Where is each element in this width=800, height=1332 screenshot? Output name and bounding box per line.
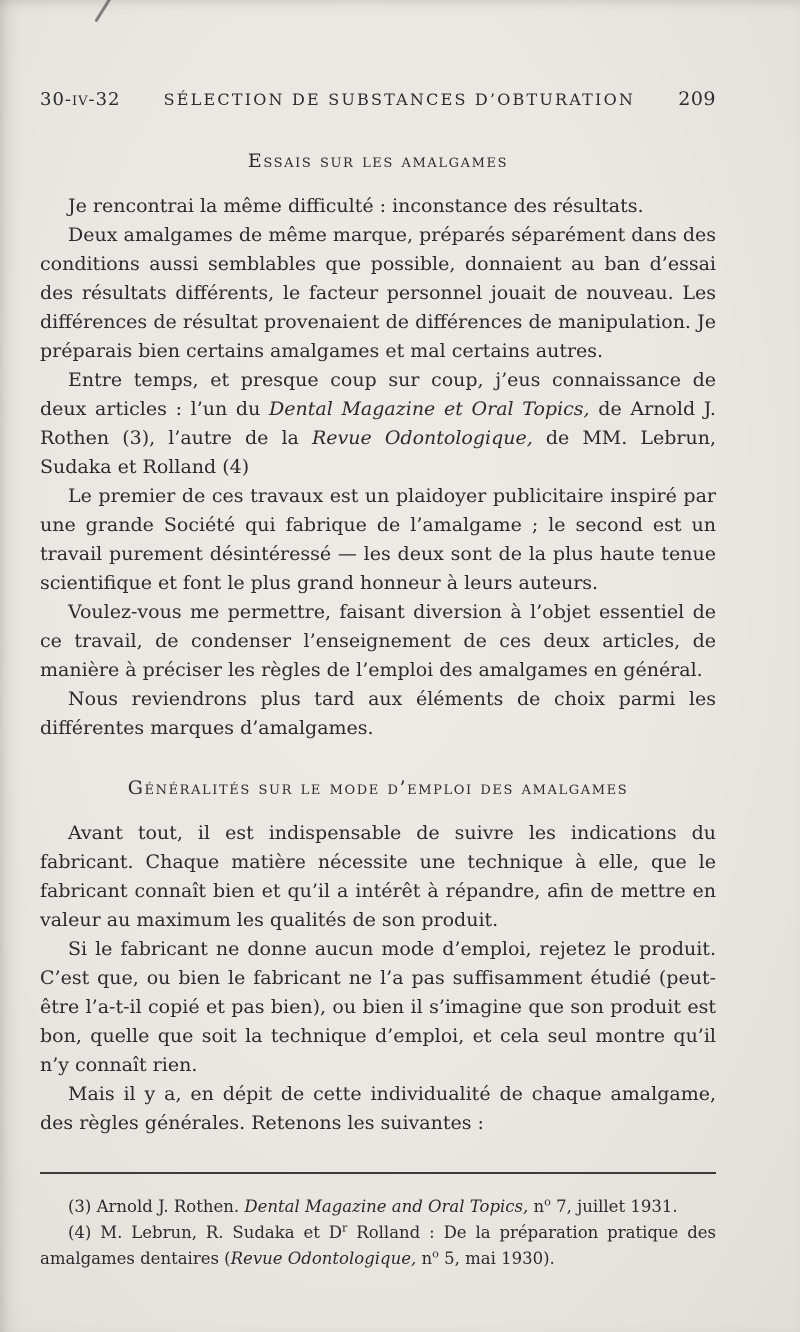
journal-title-revue-odontologique: Revue Odontologique, [230, 1249, 417, 1268]
paragraph-difficulte: Je rencontrai la même difficulté : inconstance des résultats. [68, 195, 644, 217]
footnote-3 [40, 1194, 716, 1220]
paragraph-nous-reviendrons: Nous reviendrons plus tard aux éléments de choix parmi les différentes marques d’amalgames. [40, 688, 716, 739]
paragraph-mais-il-y-a: Mais il y a, en dépit de cette individualité de chaque amalgame, des règles générales. Retenons les suivantes : [40, 1083, 716, 1134]
paragraph-si-le-fabricant: Si le fabricant ne donne aucun mode d’emploi, rejetez le produit. C’est que, ou bien le fabricant ne l’a pas suffisamment étudié (peut-être l’a-t-il copié et pas bien), ou bien il s’imagine que son produit est bon, quelle que soit la technique d’emploi, et cela seul montre qu’il n’y connaît rien. [40, 938, 716, 1076]
journal-title-dental-magazine: Dental Magazine and Oral Topics, [244, 1197, 529, 1216]
journal-title-revue-odontologique: Revue Odontologique, [311, 427, 533, 449]
text-segment: Rolland : De la préparation pratique des amalgames dentaires ( [40, 1223, 717, 1268]
footnote-4 [40, 1220, 716, 1272]
section-heading-essais: Essais sur les amalgames [247, 150, 509, 172]
text-segment: Entre temps, et presque coup sur coup, j’eus connaissance de deux articles : l’un du [40, 369, 716, 420]
text-segment: 7, juillet 1931. [550, 1197, 678, 1216]
text-segment: de MM. Lebrun, Sudaka et Rolland (4) [40, 427, 717, 478]
doctor-superscript: r [342, 1221, 348, 1235]
paragraph-premier-travaux: Le premier de ces travaux est un plaidoyer publicitaire inspiré par une grande Société qui fabrique de l’amalgame ; le second est un travail purement désintéressé — les deux sont de la plus haute tenue scientifique et font le plus grand honneur à leurs auteurs. [40, 485, 716, 594]
header-date-code: 30-iv-32 [40, 89, 121, 110]
paragraph-articles [40, 366, 716, 482]
section-heading-generalites: Généralités sur le mode d’emploi des amalgames [127, 777, 629, 799]
body-text-block-2 [40, 819, 716, 1138]
header-chapter-title: SÉLECTION DE SUBSTANCES D’OBTURATION [163, 90, 636, 109]
text-segment: (4) M. Lebrun, R. Sudaka et D [68, 1223, 343, 1242]
text-segment: (3) Arnold J. Rothen. [68, 1197, 245, 1216]
footnote-separator-rule [40, 1172, 716, 1174]
paragraph-deux-amalgames: Deux amalgames de même marque, préparés séparément dans des conditions aussi semblables que possible, donnaient au ban d’essai des résultats différents, le facteur personnel jouait de nouveau. Les différences de résultat provenaient de différences de manipulation. Je préparais bien certains amalgames et mal certains autres. [40, 224, 716, 362]
ordinal-superscript: o [432, 1247, 439, 1261]
text-segment: n [416, 1249, 433, 1268]
text-segment: de Arnold J. Rothen (3), l’autre de la [40, 398, 716, 449]
journal-title-dental-magazine: Dental Magazine et Oral Topics, [269, 398, 590, 420]
footnotes-block [40, 1194, 716, 1272]
scan-artifact [94, 0, 112, 23]
paragraph-voulez-vous: Voulez-vous me permettre, faisant diversion à l’objet essentiel de ce travail, de condenser l’enseignement de ces deux articles, de manière à préciser les règles de l’emploi des amalgames en général. [40, 601, 716, 681]
text-segment: 5, mai 1930). [438, 1249, 555, 1268]
ordinal-superscript: o [544, 1195, 551, 1209]
text-segment: n [528, 1197, 545, 1216]
body-text-block [40, 192, 716, 743]
page-number: 209 [678, 88, 716, 110]
running-header [40, 88, 716, 110]
paragraph-avant-tout: Avant tout, il est indispensable de suivre les indications du fabricant. Chaque matière nécessite une technique à elle, que le fabricant connaît bien et qu’il a intérêt à répandre, afin de mettre en valeur au maximum les qualités de son produit. [40, 822, 716, 931]
